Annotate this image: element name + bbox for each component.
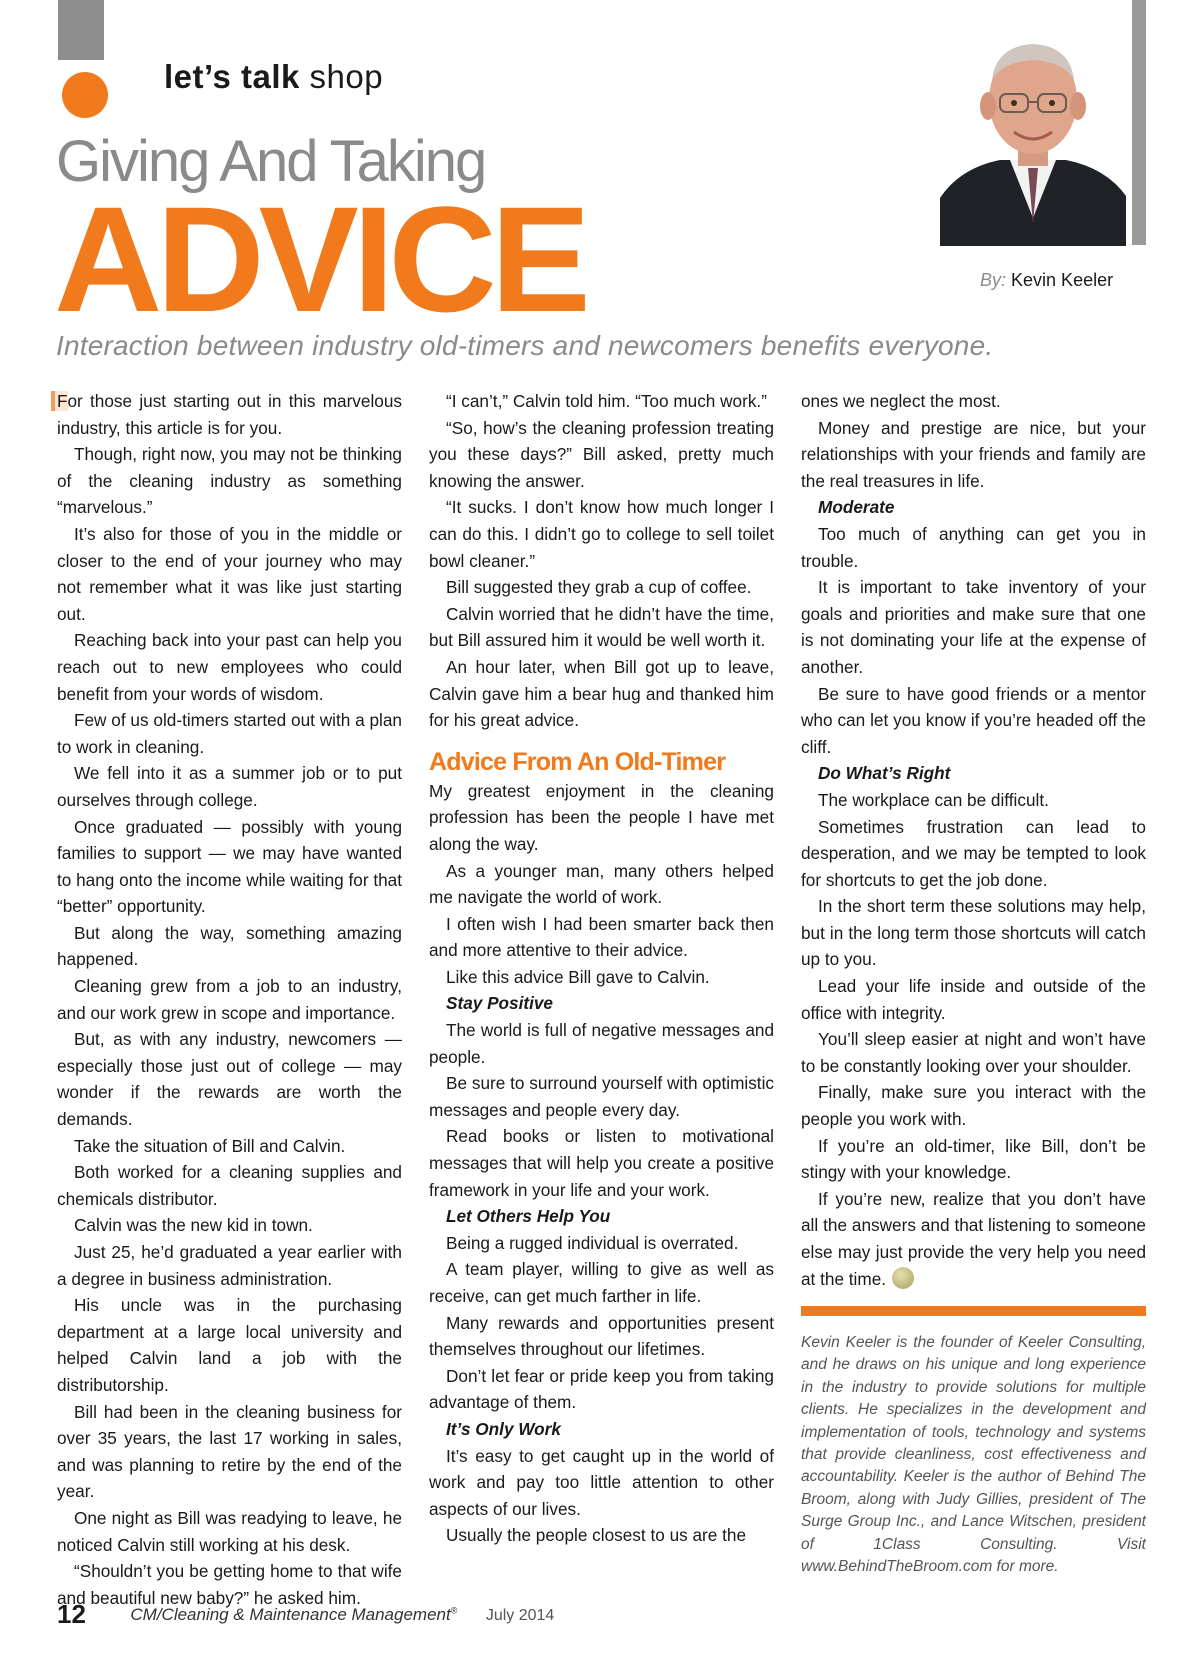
paragraph: “Shouldn’t you be getting home to that wife and beautiful new baby?” he asked him. bbox=[57, 1561, 402, 1608]
kicker-bold: let’s talk bbox=[164, 58, 300, 95]
page-footer bbox=[57, 1599, 554, 1630]
paragraph: Though, right now, you may not be thinking of the cleaning industry as something “marvelous.” bbox=[57, 444, 402, 518]
paragraph-text: or those just starting out in this marvelous industry, this article is for you. bbox=[57, 391, 402, 438]
paragraph: Usually the people closest to us are the bbox=[446, 1525, 747, 1546]
paragraph: As a younger man, many others helped me navigate the world of work. bbox=[429, 860, 774, 908]
issue-date: July 2014 bbox=[485, 1607, 555, 1624]
paragraph: Once graduated — possibly with young families to support — we may have wanted to hang onto the income while waiting for that “better” opportunity. bbox=[57, 816, 402, 917]
paragraph: It is important to take inventory of your goals and priorities and make sure that one is not dominating your life at the expense of another. bbox=[801, 577, 1146, 677]
paragraph: Being a rugged individual is overrated. bbox=[446, 1232, 739, 1253]
paragraph: Like this advice Bill gave to Calvin. bbox=[446, 966, 710, 987]
paragraph: Finally, make sure you interact with the people you work with. bbox=[801, 1082, 1146, 1130]
paragraph: One night as Bill was readying to leave, he noticed Calvin still working at his desk. bbox=[57, 1507, 402, 1555]
paragraph: I often wish I had been smarter back then and more attentive to their advice. bbox=[429, 913, 774, 961]
paragraph: “I can’t,” Calvin told him. “Too much work.” bbox=[446, 391, 767, 411]
section-kicker bbox=[164, 58, 383, 96]
paragraph: The workplace can be difficult. bbox=[818, 789, 1049, 810]
article-deck: Interaction between industry old-timers and newcomers benefits everyone. bbox=[56, 330, 994, 361]
magazine-name: CM/Cleaning & Maintenance Management bbox=[130, 1605, 451, 1624]
author-portrait bbox=[940, 28, 1126, 246]
header-gray-tab bbox=[58, 0, 104, 60]
paragraph: We fell into it as a summer job or to put ourselves through college. bbox=[57, 763, 402, 810]
subheading: It’s Only Work bbox=[446, 1418, 561, 1439]
paragraph: My greatest enjoyment in the cleaning profession has been the people I have met along the way. bbox=[429, 780, 774, 854]
registered-mark: ® bbox=[450, 1605, 458, 1616]
paragraph: Bill suggested they grab a cup of coffee. bbox=[446, 577, 752, 598]
paragraph: It’s also for those of you in the middle or closer to the end of your journey who may not remember what it was like just starting out. bbox=[57, 523, 402, 624]
author-bio: Kevin Keeler is the founder of Keeler Consulting, and he draws on his unique and long experience in the industry to provide solutions for multiple clients. He specializes in the development and implementation of tools, technology and systems that provide cleanliness, cost effectiveness and accountability. Keeler is the author of Behind The Broom, along with Judy Gillies, president of The Surge Group Inc., and Lance Witschen, president of 1Class Consulting. Visit www.BehindTheBroom.com for more. bbox=[801, 1334, 1146, 1576]
paragraph: Money and prestige are nice, but your relationships with your friends and family are the real treasures in life. bbox=[801, 417, 1146, 491]
title-line-1: Giving And Taking bbox=[56, 129, 486, 194]
title-line-2: ADVICE bbox=[54, 175, 585, 343]
paragraph: If you’re an old-timer, like Bill, don’t be stingy with your knowledge. bbox=[801, 1135, 1146, 1183]
drop-cap: F bbox=[51, 391, 68, 411]
byline-label: By: bbox=[980, 270, 1007, 290]
paragraph: Don’t let fear or pride keep you from taking advantage of them. bbox=[429, 1365, 774, 1413]
paragraph bbox=[801, 1186, 1146, 1292]
byline bbox=[980, 270, 1113, 291]
paragraph-text: If you’re new, realize that you don’t have all the answers and that listening to someone else may just provide the very help you need at the time. bbox=[801, 1188, 1146, 1289]
paragraph: Take the situation of Bill and Calvin. bbox=[74, 1135, 346, 1156]
paragraph: Calvin was the new kid in town. bbox=[74, 1215, 313, 1236]
subheading: Moderate bbox=[818, 497, 895, 518]
article-column-3 bbox=[801, 388, 1146, 1292]
author-portrait-illustration bbox=[940, 28, 1126, 246]
kicker-light: shop bbox=[299, 58, 384, 95]
byline-author: Kevin Keeler bbox=[1011, 270, 1114, 290]
paragraph: Calvin worried that he didn’t have the time, but Bill assured him it would be well worth it. bbox=[429, 603, 774, 651]
paragraph: Sometimes frustration can lead to desperation, and we may be tempted to look for shortcuts to get the job done. bbox=[801, 816, 1146, 890]
paragraph: In the short term these solutions may help, but in the long term those shortcuts will catch up to you. bbox=[801, 896, 1146, 970]
section-dot-icon bbox=[62, 72, 108, 118]
paragraph: Be sure to have good friends or a mentor who can let you know if you’re headed off the cliff. bbox=[801, 683, 1146, 757]
paragraph: Too much of anything can get you in trouble. bbox=[801, 523, 1146, 571]
paragraph: “So, how’s the cleaning profession treating you these days?” Bill asked, pretty much knowing the answer. bbox=[429, 417, 774, 491]
article-column-2 bbox=[429, 388, 774, 1549]
paragraph: You’ll sleep easier at night and won’t have to be constantly looking over your shoulder. bbox=[801, 1029, 1146, 1076]
paragraph: But along the way, something amazing happened. bbox=[57, 922, 402, 970]
paragraph: Lead your life inside and outside of the office with integrity. bbox=[801, 976, 1146, 1023]
paragraph: Both worked for a cleaning supplies and chemicals distributor. bbox=[57, 1162, 402, 1209]
end-mark-icon bbox=[892, 1267, 914, 1289]
paragraph: Reaching back into your past can help you reach out to new employees who could benefit from your words of wisdom. bbox=[57, 630, 402, 704]
paragraph bbox=[57, 388, 402, 441]
paragraph: Many rewards and opportunities present themselves throughout our lifetimes. bbox=[429, 1312, 774, 1360]
page-edge-bar bbox=[1132, 0, 1146, 245]
subheading: Let Others Help You bbox=[446, 1206, 611, 1227]
subheading: Do What’s Right bbox=[818, 763, 951, 784]
paragraph: “It sucks. I don’t know how much longer I can do this. I didn’t go to college to sell toilet bowl cleaner.” bbox=[429, 497, 774, 571]
paragraph: But, as with any industry, newcomers — especially those just out of college — may wonder if the rewards are worth the demands. bbox=[57, 1029, 402, 1130]
paragraph: ones we neglect the most. bbox=[801, 391, 1001, 411]
paragraph: Bill had been in the cleaning business for over 35 years, the last 17 working in sales, and was planning to retire by the end of the year. bbox=[57, 1401, 402, 1502]
paragraph: A team player, willing to give as well as receive, can get much farther in life. bbox=[429, 1259, 774, 1306]
article-column-1 bbox=[57, 388, 402, 1611]
paragraph: An hour later, when Bill got up to leave, Calvin gave him a bear hug and thanked him for his great advice. bbox=[429, 656, 774, 731]
paragraph: Just 25, he’d graduated a year earlier with a degree in business administration. bbox=[57, 1242, 402, 1289]
section-heading: Advice From An Old-Timer bbox=[429, 747, 726, 776]
paragraph: Read books or listen to motivational messages that will help you create a positive framework in your life and your work. bbox=[429, 1126, 774, 1200]
paragraph: His uncle was in the purchasing department at a large local university and helped Calvin land a job with the distributorship. bbox=[57, 1295, 402, 1395]
page-number: 12 bbox=[57, 1599, 86, 1629]
paragraph: It’s easy to get caught up in the world of work and pay too little attention to other aspects of our lives. bbox=[429, 1445, 774, 1519]
paragraph: Cleaning grew from a job to an industry, and our work grew in scope and importance. bbox=[57, 976, 402, 1023]
paragraph: The world is full of negative messages and people. bbox=[429, 1020, 774, 1067]
paragraph: Few of us old-timers started out with a plan to work in cleaning. bbox=[57, 710, 402, 757]
bio-divider bbox=[801, 1306, 1146, 1316]
subheading: Stay Positive bbox=[446, 993, 553, 1014]
paragraph: Be sure to surround yourself with optimistic messages and people every day. bbox=[429, 1073, 774, 1120]
